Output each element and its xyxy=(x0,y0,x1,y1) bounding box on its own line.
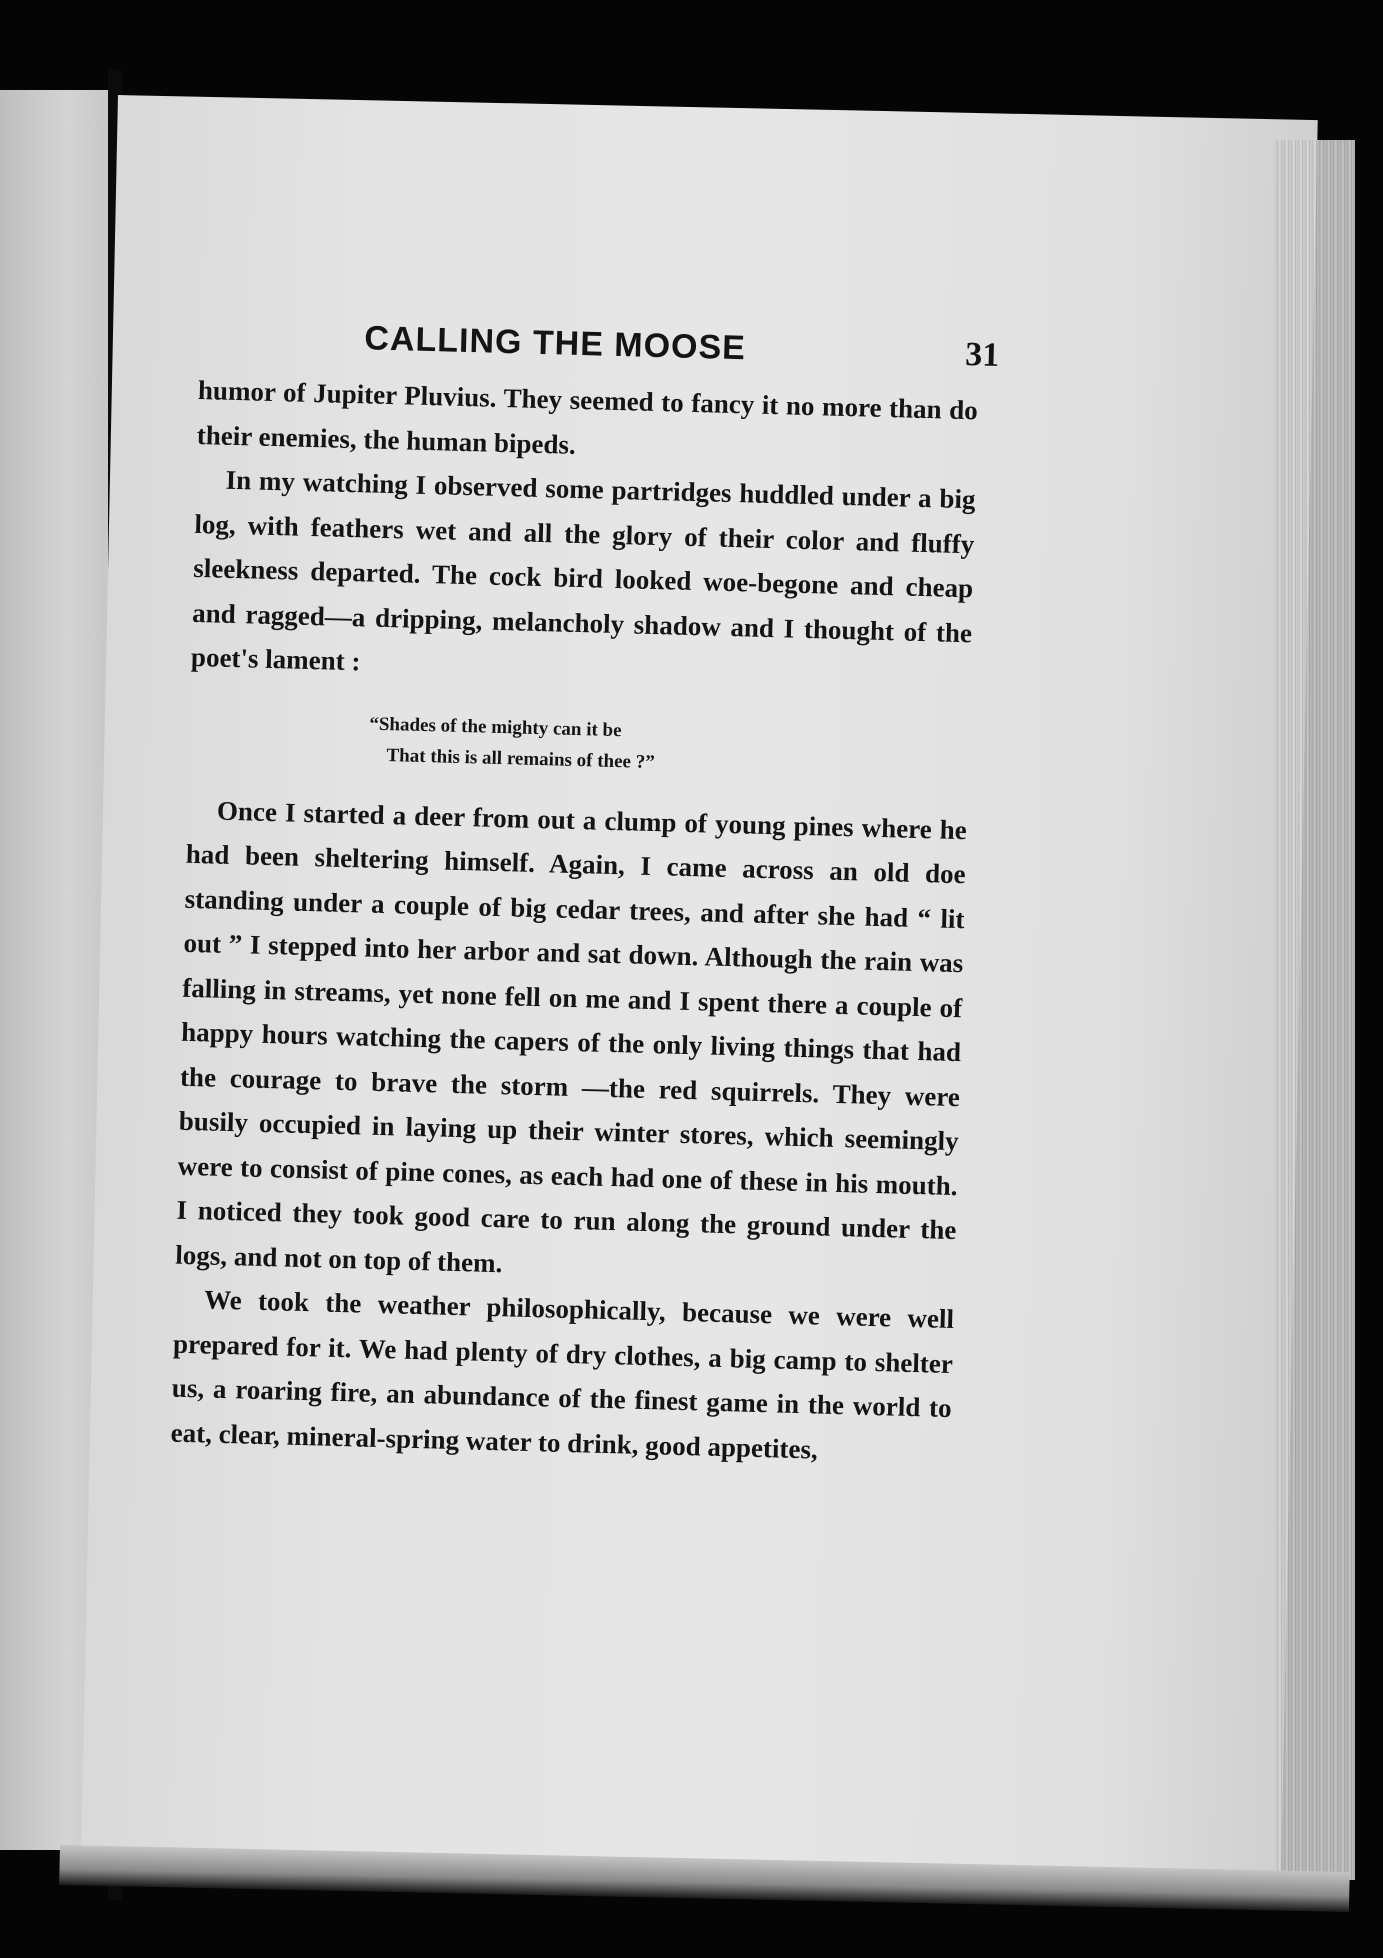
paragraph-2: In my watching I observed some partridges huddled under a big log, with feathers wet and all the glory of their color and fluffy sleekness departed. The cock bird looked woe-begone and cheap and ragged—a dripping, melancholy shadow and I thought of the poet's lament : xyxy=(190,464,976,677)
verse-line-2: That this is all remains of thee ?” xyxy=(386,744,656,773)
page-stack-edges xyxy=(1275,140,1355,1880)
verse-quotation xyxy=(368,708,969,786)
verse-line-1: “Shades of the mighty can it be xyxy=(369,713,622,741)
page-content xyxy=(170,315,1000,1475)
running-title: CALLING THE MOOSE xyxy=(363,319,747,368)
paragraph-1: humor of Jupiter Pluvius. They seemed to fancy it no more than do their enemies, the human bipeds. xyxy=(196,374,979,460)
paragraph-3: Once I started a deer from out a clump of young pines where he had been sheltering himself. Again, I came across an old doe standing under a couple of big cedar trees, and after she had “ lit out ” I stepped into her arbor and sat down. Although the rain was falling in streams, yet none fell on me and I spent there a couple of happy hours watching the capers of the only living things that had the courage to brave the storm —the red squirrels. They were busily occupied in laying up their winter stores, which seemingly were to consist of pine cones, as each had one of these in his mouth. I noticed they took good care to run along the ground under the logs, and not on top of them. xyxy=(175,795,968,1278)
paragraph-4: We took the weather philosophically, because we were well prepared for it. We had plenty of dry clothes, a big camp to shelter us, a roaring fire, an abundance of the finest game in the world to eat, clear, mineral-spring water to drink, good appetites, xyxy=(170,1284,955,1465)
page-number: 31 xyxy=(964,336,1000,374)
